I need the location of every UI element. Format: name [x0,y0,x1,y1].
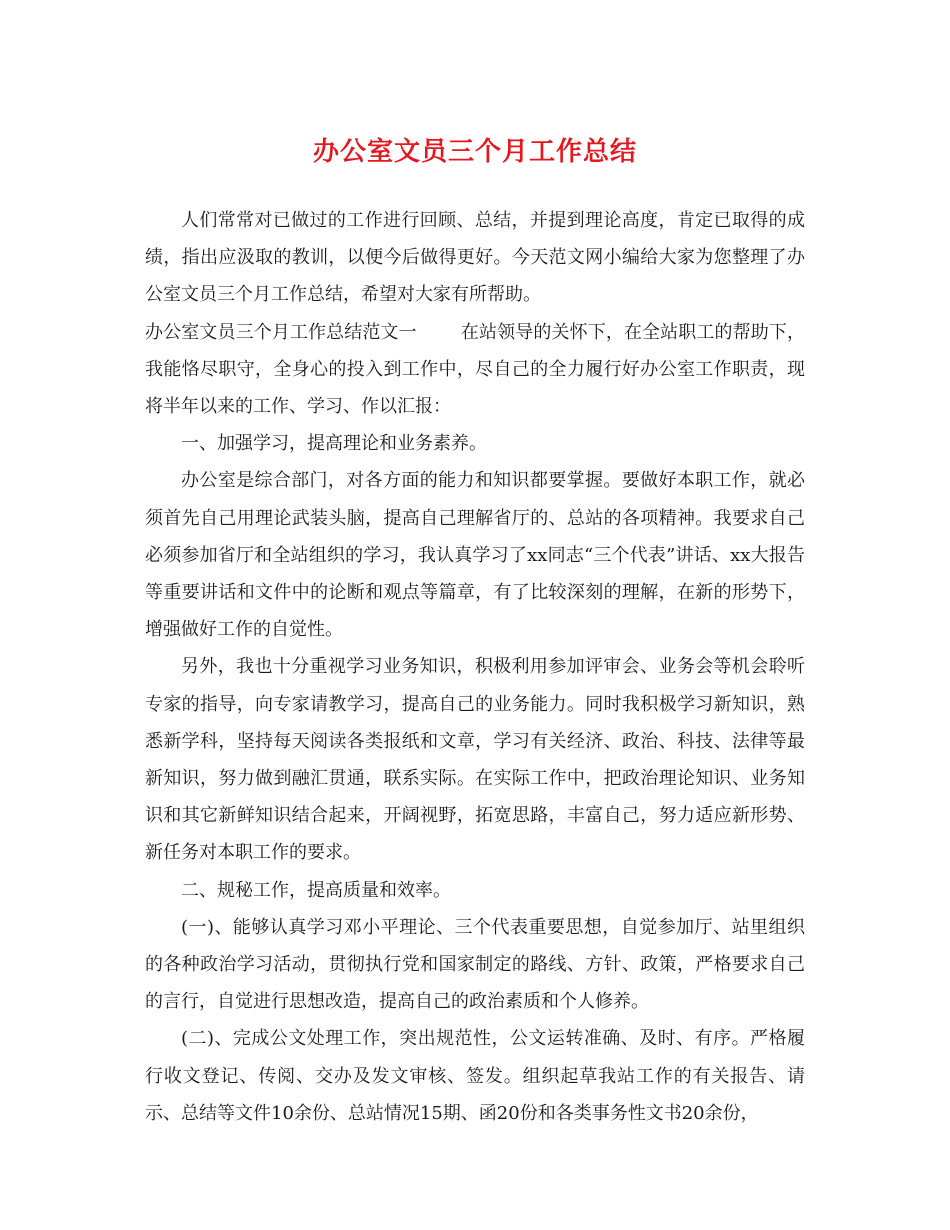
section-2-paragraph-2: (二)、完成公文处理工作，突出规范性，公文运转准确、及时、有序。严格履行收文登记、传阅、交办及发文审核、签发。组织起草我站工作的有关报告、请示、总结等文件10余份、总站情况15期、函20份和各类事务性文书20余份， [145,1028,805,1124]
document-body [145,202,805,1132]
section-1-paragraph-2: 另外，我也十分重视学习业务知识，积极利用参加评审会、业务会等机会聆听专家的指导，向专家请教学习，提高自己的业务能力。同时我积极学习新知识，熟悉新学科，坚持每天阅读各类报纸和文章，学习有关经济、政治、科技、法律等最新知识，努力做到融汇贯通，联系实际。在实际工作中，把政治理论知识、业务知识和其它新鲜知识结合起来，开阔视野，拓宽思路，丰富自己，努力适应新形势、新任务对本职工作的要求。 [145,656,805,864]
intro-paragraph: 人们常常对已做过的工作进行回顾、总结，并提到理论高度，肯定已取得的成绩，指出应汲取的教训，以便今后做得更好。今天范文网小编给大家为您整理了办公室文员三个月工作总结，希望对大家有所帮助。 [145,210,805,306]
section-1-paragraph-1: 办公室是综合部门，对各方面的能力和知识都要掌握。要做好本职工作，就必须首先自己用理论武装头脑，提高自己理解省厅的、总站的各项精神。我要求自己必须参加省厅和全站组织的学习，我认真学习了xx同志“三个代表”讲话、xx大报告等重要讲话和文件中的论断和观点等篇章，有了比较深刻的理解，在新的形势下，增强做好工作的自觉性。 [145,470,805,641]
sample-paragraph [145,314,805,426]
document-title: 办公室文员三个月工作总结 [312,137,637,167]
section-2-heading: 二、规秘工作，提高质量和效率。 [181,879,451,901]
section-1-heading: 一、加强学习，提高理论和业务素养。 [181,433,487,455]
sample-heading: 办公室文员三个月工作总结范文一 [145,321,417,343]
sample-lead: 在站领导的关怀下，在全站职工的帮助下，我能恪尽职守，全身心的投入到工作中，尽自己的全力履行好办公室工作职责，现将半年以来的工作、学习、作以汇报： [145,321,805,418]
section-2-paragraph-1: (一)、能够认真学习邓小平理论、三个代表重要思想，自觉参加厅、站里组织的各种政治学习活动，贯彻执行党和国家制定的路线、方针、政策，严格要求自己的言行，自觉进行思想改造，提高自己的政治素质和个人修养。 [145,916,805,1013]
